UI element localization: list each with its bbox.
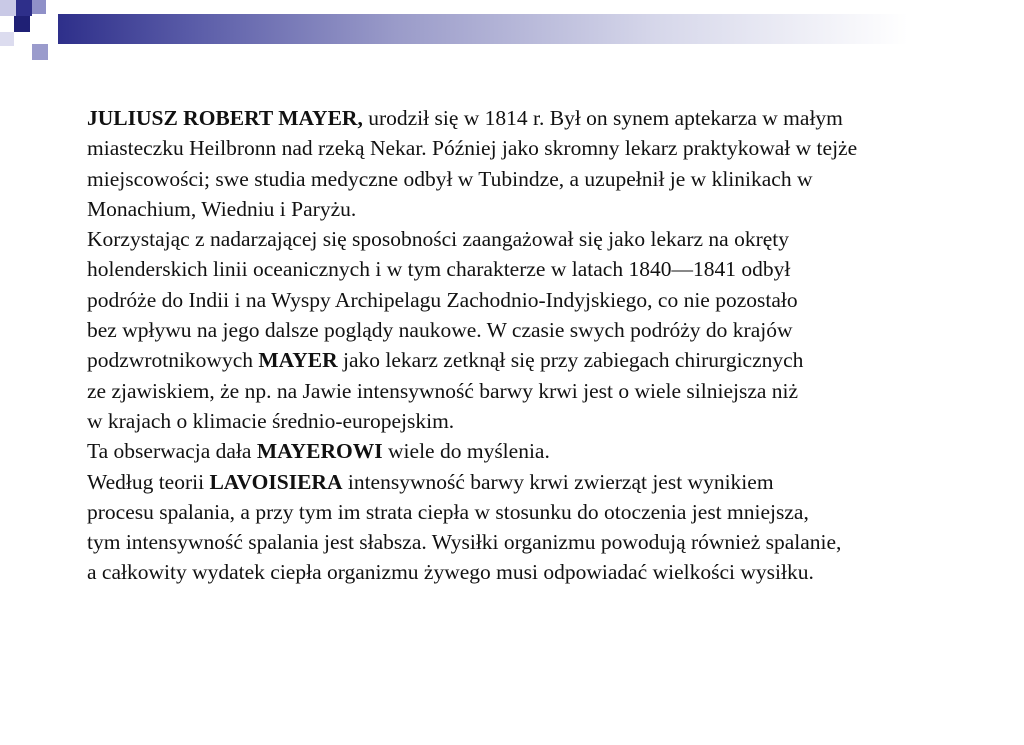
deco-square: [0, 0, 16, 16]
emphasis-name: MAYER: [258, 348, 338, 373]
header-gradient-bar: [58, 14, 1024, 44]
text-line: ze zjawiskiem, że np. na Jawie intensywność barwy krwi jest o wiele silniejsza niż: [87, 378, 799, 403]
deco-square: [14, 16, 30, 32]
emphasis-name: MAYEROWI: [256, 439, 383, 464]
header-decoration: [0, 0, 1024, 60]
deco-square: [32, 0, 46, 14]
paragraph-biography: [87, 103, 992, 224]
text-line: miasteczku Heilbronn nad rzeką Nekar. Później jako skromny lekarz praktykował w tejże: [87, 136, 858, 161]
text-line: Według teorii: [87, 469, 210, 494]
text-line: w krajach o klimacie średnio-europejskim.: [87, 408, 455, 433]
text-line: miejscowości; swe studia medyczne odbył w Tubindze, a uzupełnił je w klinikach w: [87, 166, 813, 191]
text-line: a całkowity wydatek ciepła organizmu żywego musi odpowiadać wielkości wysiłku.: [87, 560, 814, 585]
slide-body-text: [87, 103, 992, 588]
subject-name: JULIUSZ ROBERT MAYER,: [87, 106, 363, 130]
text-line: tym intensywność spalania jest słabsza. Wysiłki organizmu powodują również spalanie,: [87, 530, 842, 555]
deco-square: [32, 44, 48, 60]
paragraph-voyages: [87, 224, 992, 436]
deco-square: [16, 0, 32, 16]
deco-square: [32, 14, 58, 44]
text-line: podzwrotnikowych: [87, 348, 259, 373]
text-line: intensywność barwy krwi zwierząt jest wynikiem: [342, 469, 774, 494]
emphasis-name: LAVOISIERA: [209, 469, 343, 494]
deco-square: [0, 32, 14, 46]
text-line: Monachium, Wiedniu i Paryżu.: [87, 196, 357, 221]
text-line: urodził się w 1814 r. Był on synem aptekarza w małym: [362, 106, 843, 130]
text-line: jako lekarz zetknął się przy zabiegach chirurgicznych: [337, 348, 804, 373]
text-line: Ta obserwacja dała: [87, 439, 257, 464]
text-line: procesu spalania, a przy tym im strata ciepła w stosunku do otoczenia jest mniejsza,: [87, 499, 809, 524]
text-line: holenderskich linii oceanicznych i w tym charakterze w latach 1840—1841 odbył: [87, 257, 791, 282]
paragraph-lavoisier-theory: [87, 467, 992, 588]
text-line: Korzystając z nadarzającej się sposobności zaangażował się jako lekarz na okręty: [87, 227, 790, 252]
text-line: wiele do myślenia.: [382, 439, 550, 464]
text-line: bez wpływu na jego dalsze poglądy naukowe. W czasie swych podróży do krajów: [87, 318, 793, 343]
paragraph-observation: [87, 436, 992, 466]
text-line: podróże do Indii i na Wyspy Archipelagu Zachodnio-Indyjskiego, co nie pozostało: [87, 287, 798, 312]
